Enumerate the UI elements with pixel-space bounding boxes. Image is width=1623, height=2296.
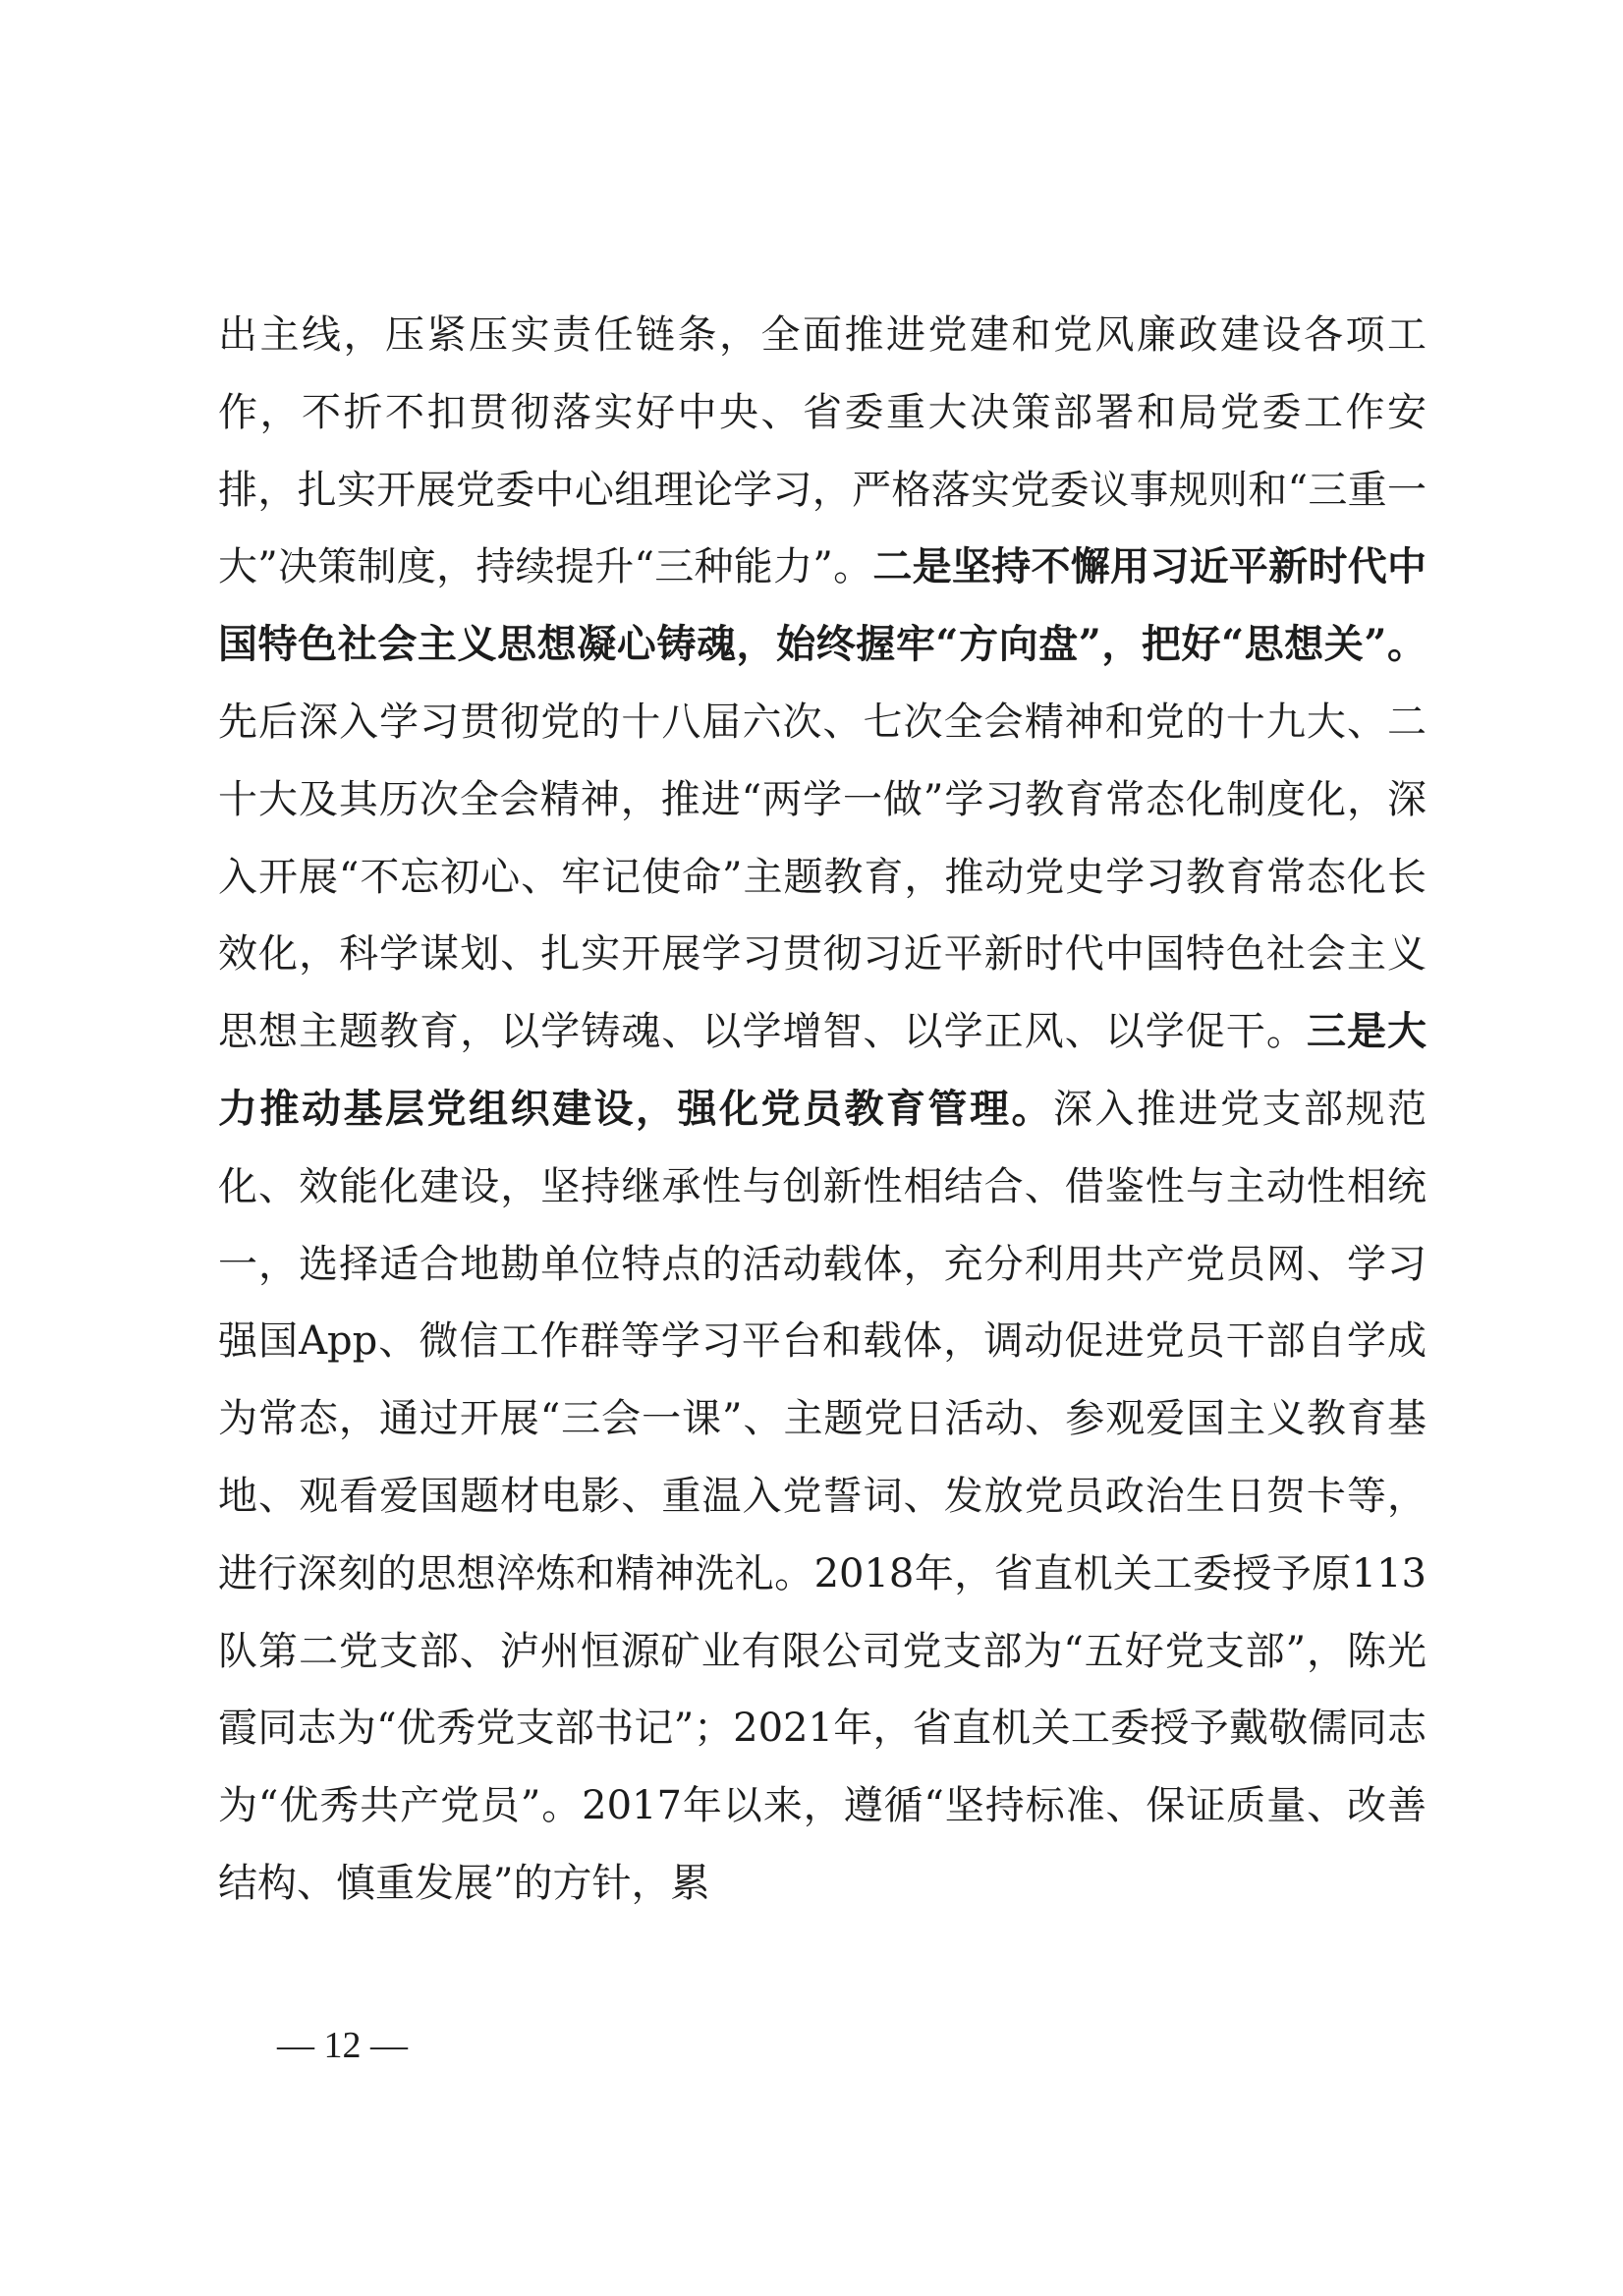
page-number: — 12 — xyxy=(277,2025,408,2066)
heading-point-three: 三是大力推动基层党组织建设，强化党员教育管理。 xyxy=(218,1008,1427,1132)
text-segment-organization: 深入推进党支部规范化、效能化建设，坚持继承性与创新性相结合、借鉴性与主动性相统一，选择适合地勘单位特点的活动载体，充分利用共产党员网、学习强国App、微信工作群等学习平台和载体，调动促进党员干部自学成为常态，通过开展“三会一课”、主题党日活动、参观爱国主义教育基地、观看爱国题材电影、重温入党誓词、发放党员政治生日贺卡等，进行深刻的思想淬炼和精神洗礼。2018年，省直机关工委授予原113队第二党支部、泸州恒源矿业有限公司党支部为“五好党支部”，陈光霞同志为“优秀党支部书记”；2021年，省直机关工委授予戴敬儒同志为“优秀共产党员”。2017年以来，遵循“坚持标准、保证质量、改善结构、慎重发展”的方针，累 xyxy=(218,1086,1427,1906)
body-paragraph xyxy=(218,297,1427,1923)
text-segment-intro: 出主线，压紧压实责任链条，全面推进党建和党风廉政建设各项工作，不折不扣贯彻落实好中央、省委重大决策部署和局党委工作安排，扎实开展党委中心组理论学习，严格落实党委议事规则和“三重一大”决策制度，持续提升“三种能力”。 xyxy=(218,312,1427,590)
text-segment-study: 先后深入学习贯彻党的十八届六次、七次全会精神和党的十九大、二十大及其历次全会精神，推进“两学一做”学习教育常态化制度化，深入开展“不忘初心、牢记使命”主题教育，推动党史学习教育常态化长效化，科学谋划、扎实开展学习贯彻习近平新时代中国特色社会主义思想主题教育，以学铸魂、以学增智、以学正风、以学促干。 xyxy=(218,699,1427,1055)
heading-point-two: 二是坚持不懈用习近平新时代中国特色社会主义思想凝心铸魂，始终握牢“方向盘”，把好“思想关”。 xyxy=(218,543,1427,668)
